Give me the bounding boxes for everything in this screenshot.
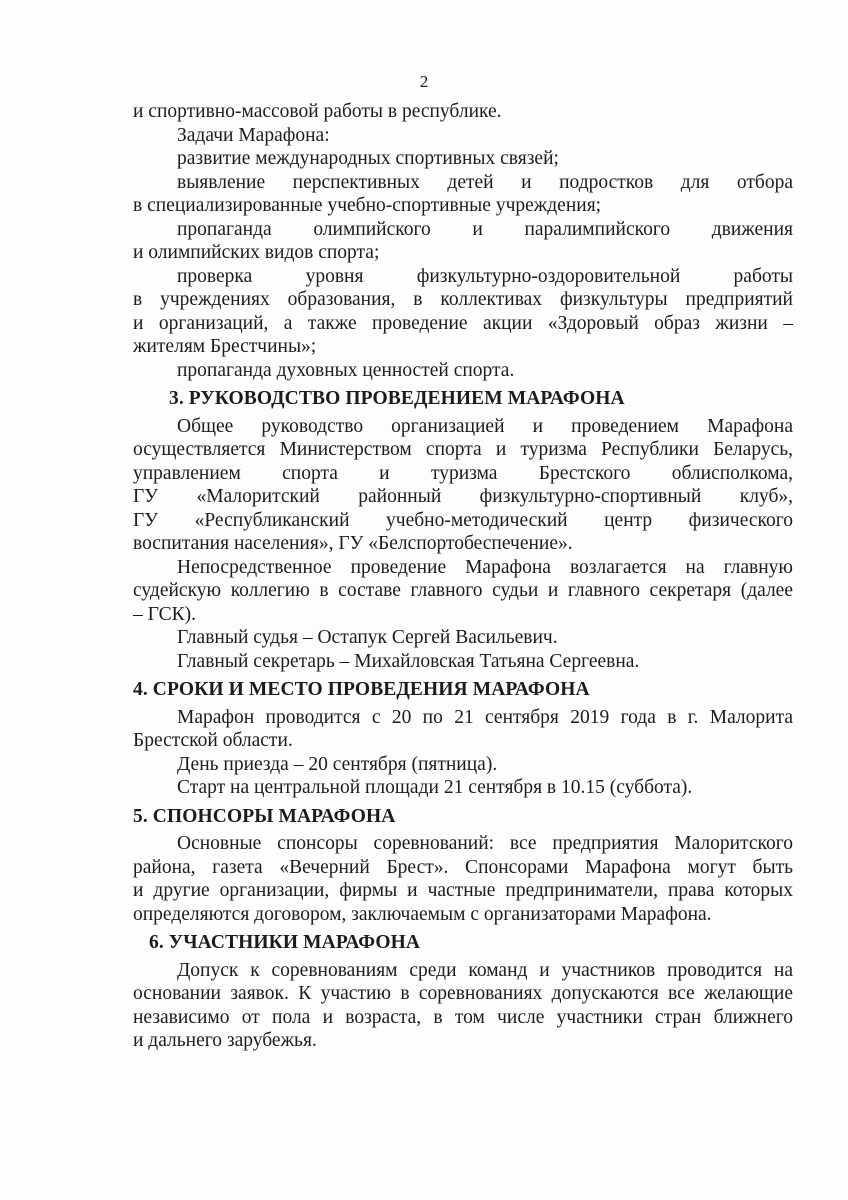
section-6-heading: 6. УЧАСТНИКИ МАРАФОНА bbox=[149, 932, 421, 953]
section-3-p1-line-1: Общее руководство организацией и проведением Марафона bbox=[177, 415, 793, 437]
task-item-4-line-2: в учреждениях образования, в коллективах физкультуры предприятий bbox=[133, 289, 793, 310]
section-3-p2-line-3: – ГСК). bbox=[133, 603, 197, 625]
section-6-p1-line-1: Допуск к соревнованиям среди команд и участников проводится на bbox=[177, 959, 793, 981]
continuation-line: и спортивно-массовой работы в республике. bbox=[133, 101, 502, 122]
section-5-p1-line-4: определяются договором, заключаемым с организаторами Марафона. bbox=[133, 903, 712, 925]
section-6-p1-line-3: независимо от пола и возраста, в том числе участники стран ближнего bbox=[133, 1006, 793, 1028]
section-5-p1-line-2: района, газета «Вечерний Брест». Спонсорами Марафона могут быть bbox=[133, 856, 793, 878]
section-3-p2-line-2: судейскую коллегию в составе главного судьи и главного секретаря (далее bbox=[133, 580, 793, 601]
section-5-heading: 5. СПОНСОРЫ МАРАФОНА bbox=[133, 805, 396, 827]
section-5-p1-line-1: Основные спонсоры соревнований: все предприятия Малоритского bbox=[177, 833, 793, 854]
section-6-p1-line-2: основании заявок. К участию в соревнованиях допускаются все желающие bbox=[133, 983, 793, 1004]
section-3-p1-line-6: воспитания населения», ГУ «Белспортобеспечение». bbox=[133, 533, 573, 554]
section-4-p1-line-2: Брестской области. bbox=[133, 730, 293, 751]
task-item-3-line-1: пропаганда олимпийского и паралимпийского движения bbox=[177, 218, 793, 240]
section-3-p1-line-2: осуществляется Министерством спорта и туризма Республики Беларусь, bbox=[133, 439, 793, 460]
document-body bbox=[133, 100, 793, 1053]
task-item-3-line-2: и олимпийских видов спорта; bbox=[133, 242, 380, 263]
section-4-heading: 4. СРОКИ И МЕСТО ПРОВЕДЕНИЯ МАРАФОНА bbox=[133, 679, 590, 700]
section-5-p1-line-3: и другие организации, фирмы и частные предприниматели, права которых bbox=[133, 880, 793, 901]
start-info: Старт на центральной площади 21 сентября в 10.15 (суббота). bbox=[177, 777, 693, 798]
section-3-p1-line-3: управлением спорта и туризма Брестского облисполкома, bbox=[133, 462, 793, 484]
section-4-p1-line-1: Марафон проводится с 20 по 21 сентября 2019 года в г. Малорита bbox=[177, 706, 793, 728]
task-item-2-line-1: выявление перспективных детей и подростков для отбора bbox=[177, 171, 793, 193]
page-number: 2 bbox=[419, 72, 429, 91]
task-item-4-line-4: жителям Брестчины»; bbox=[133, 336, 317, 357]
task-item-2-line-2: в специализированные учебно-спортивные учреждения; bbox=[133, 195, 602, 216]
task-item-4-line-1: проверка уровня физкультурно-оздоровительной работы bbox=[177, 265, 793, 287]
task-item-4-line-3: и организаций, а также проведение акции «Здоровый образ жизни – bbox=[133, 312, 793, 334]
arrival-day: День приезда – 20 сентября (пятница). bbox=[177, 753, 498, 775]
tasks-title: Задачи Марафона: bbox=[177, 124, 330, 146]
section-3-heading: 3. РУКОВОДСТВО ПРОВЕДЕНИЕМ МАРАФОНА bbox=[169, 388, 625, 409]
section-3-p1-line-5: ГУ «Республиканский учебно-методический центр физического bbox=[133, 509, 793, 531]
section-3-p1-line-4: ГУ «Малоритский районный физкультурно-спортивный клуб», bbox=[133, 486, 793, 507]
chief-secretary: Главный секретарь – Михайловская Татьяна Сергеевна. bbox=[177, 650, 640, 672]
task-item-5: пропаганда духовных ценностей спорта. bbox=[177, 359, 515, 381]
chief-judge: Главный судья – Остапук Сергей Васильевич. bbox=[177, 627, 558, 648]
task-item-1: развитие международных спортивных связей; bbox=[177, 148, 559, 169]
section-3-p2-line-1: Непосредственное проведение Марафона возлагается на главную bbox=[177, 556, 793, 578]
section-6-p1-line-4: и дальнего зарубежья. bbox=[133, 1030, 317, 1051]
